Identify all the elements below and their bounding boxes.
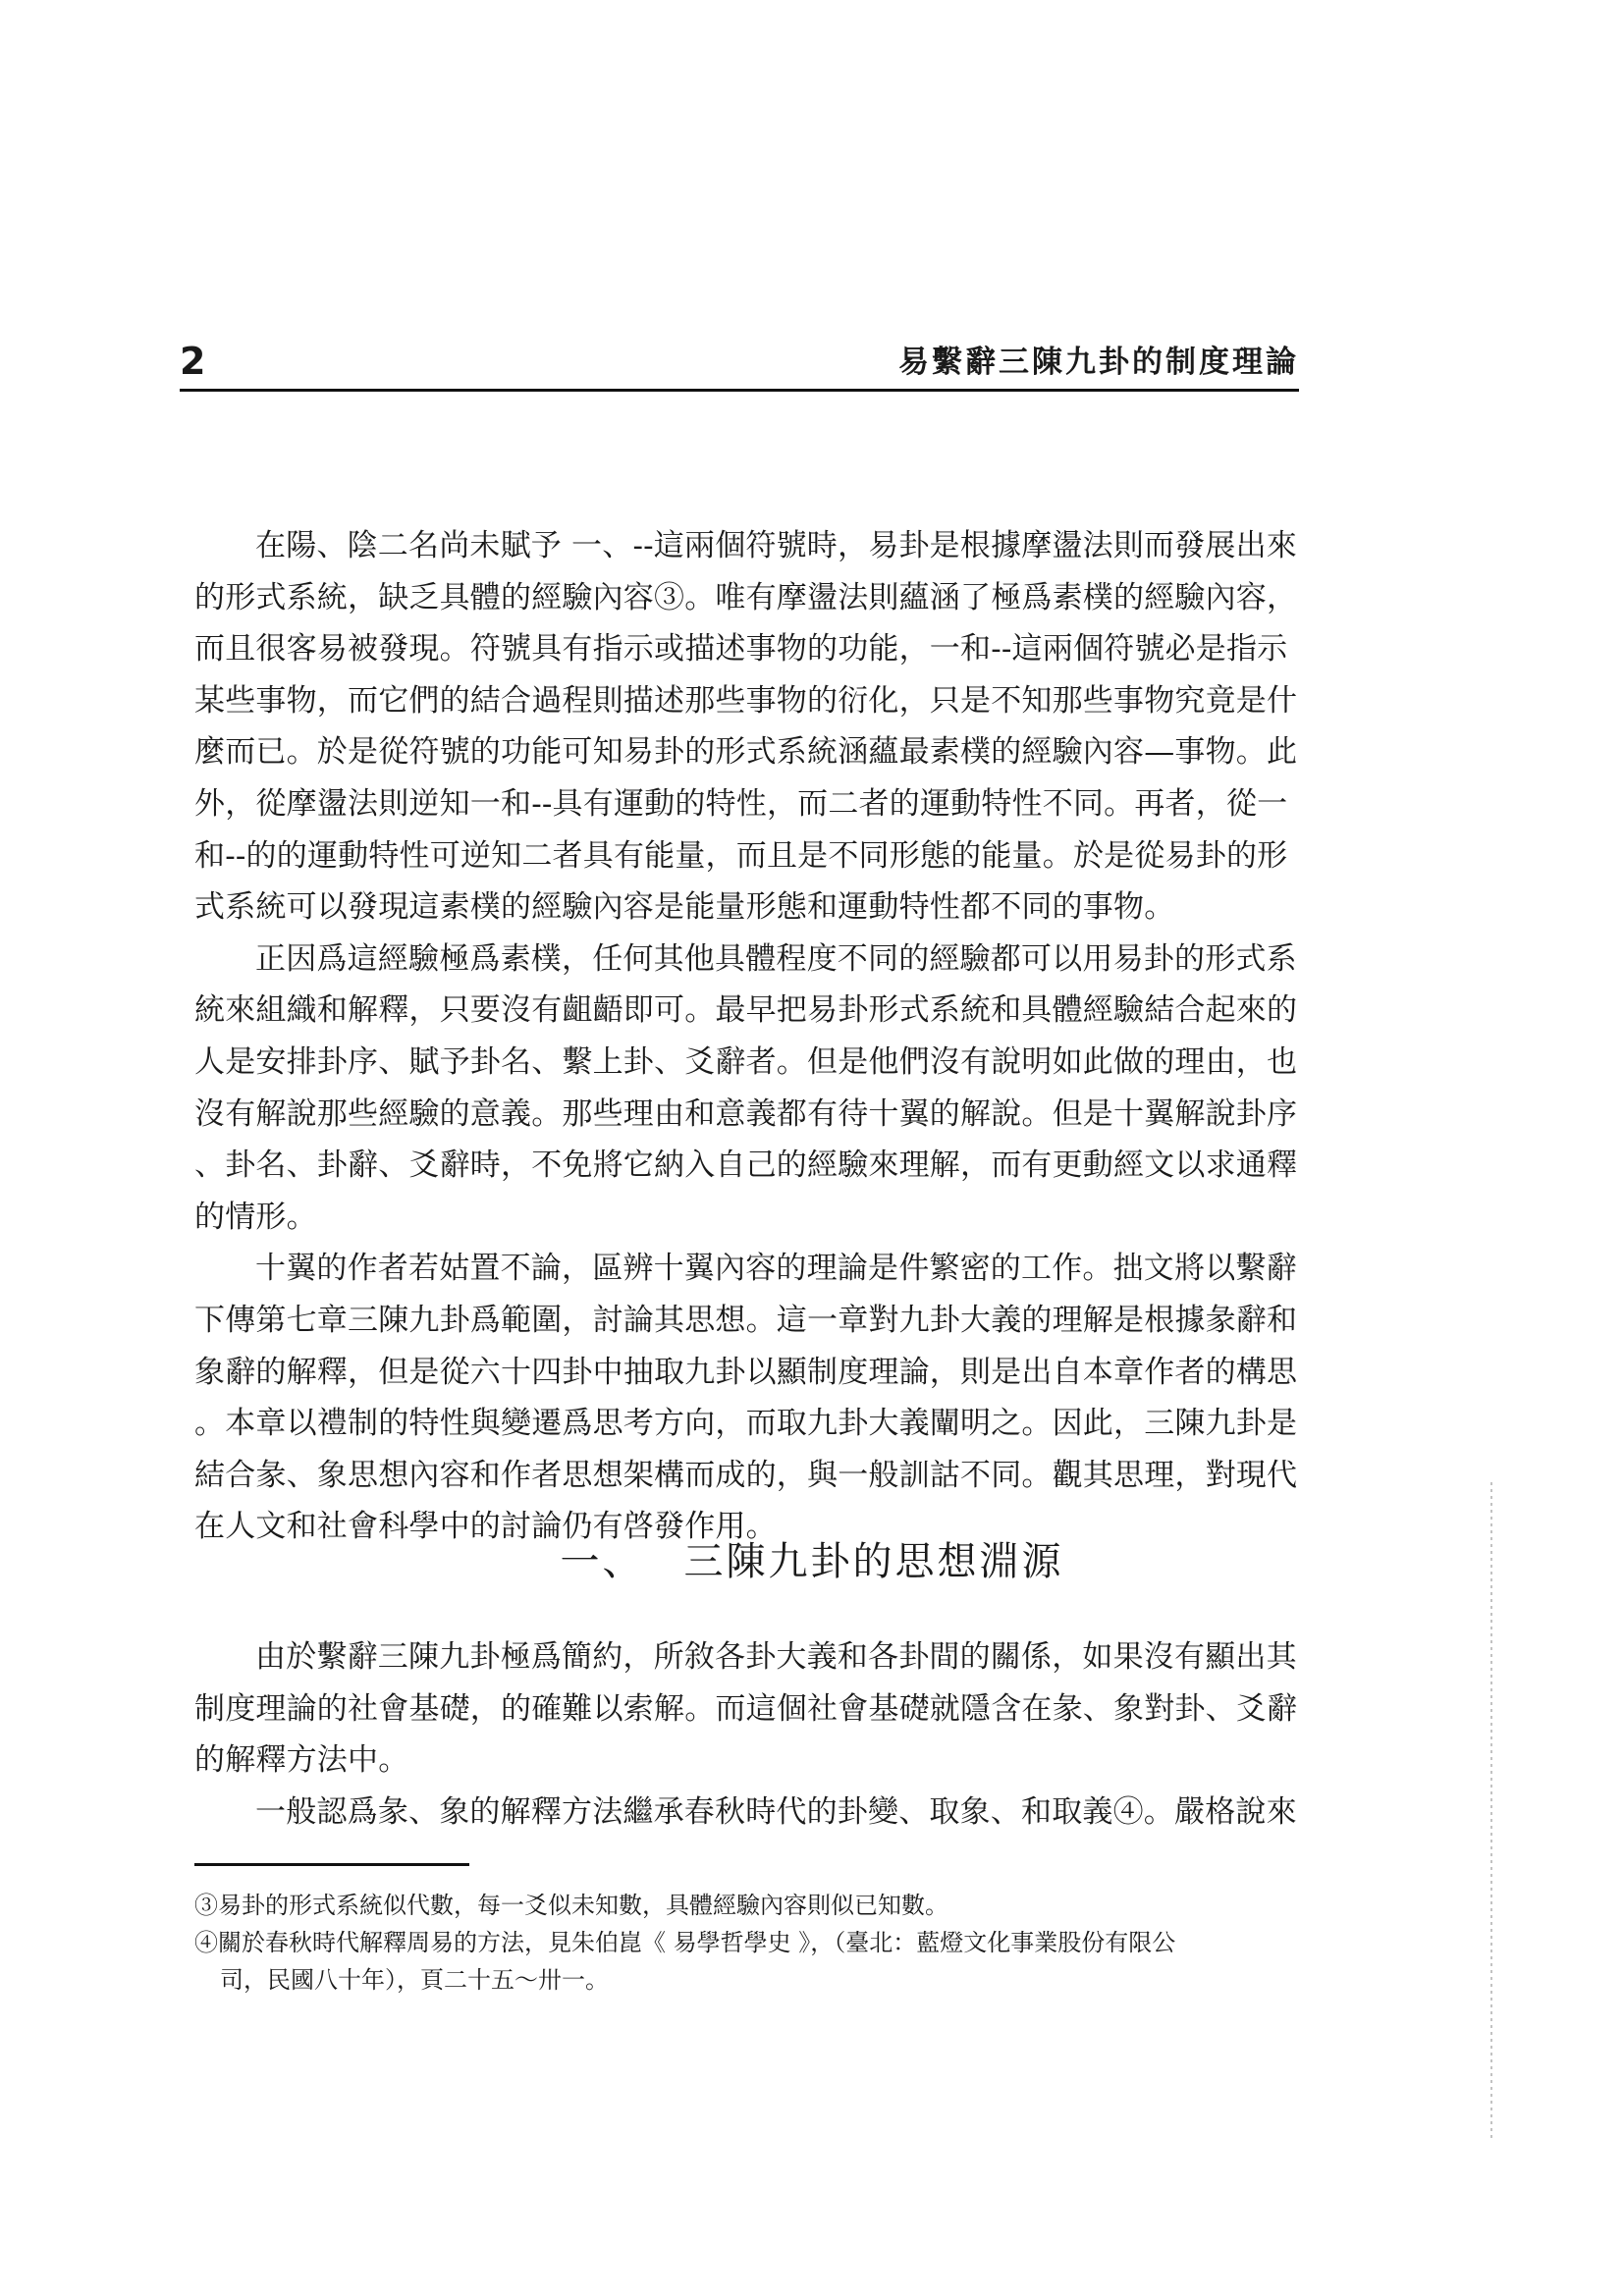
text-line: 人是安排卦序、賦予卦名、繫上卦、爻辭者。但是他們沒有說明如此做的理由，也 [194, 1043, 1298, 1080]
footnote-4: ④關於春秋時代解釋周易的方法，見朱伯崑《 易學哲學史 》，（臺北：藍燈文化事業股份有限公 [194, 1929, 1176, 1956]
text-line: 象辭的解釋，但是從六十四卦中抽取九卦以顯制度理論，則是出自本章作者的構思 [194, 1354, 1298, 1390]
text-line: 、卦名、卦辭、爻辭時，不免將它納入自己的經驗來理解，而有更動經文以求通釋 [194, 1148, 1298, 1184]
text-line: 下傳第七章三陳九卦爲範圍，討論其思想。這一章對九卦大義的理解是根據彖辭和 [194, 1302, 1298, 1338]
text-line: 。本章以禮制的特性與變遷爲思考方向，而取九卦大義闡明之。因此，三陳九卦是 [194, 1406, 1298, 1442]
text-line: 外，從摩盪法則逆知一和--具有運動的特性，而二者的運動特性不同。再者，從一 [194, 785, 1288, 822]
text-line: 在陽、陰二名尚未賦予 一、--這兩個符號時，易卦是根據摩盪法則而發展出來 [255, 528, 1297, 563]
paragraph-3 [194, 1243, 1298, 1553]
section-heading [0, 1534, 1624, 1589]
text-line: 式系統可以發現這素樸的經驗內容是能量形態和運動特性都不同的事物。 [194, 889, 1175, 926]
text-line: 的解釋方法中。 [194, 1742, 409, 1779]
text-line: 在人文和社會科學中的討論仍有啓發作用。 [194, 1509, 777, 1545]
text-line: 某些事物，而它們的結合過程則描述那些事物的衍化，只是不知那些事物究竟是什 [194, 682, 1298, 719]
text-line: 由於繫辭三陳九卦極爲簡約，所敘各卦大義和各卦間的關係，如果沒有顯出其 [255, 1639, 1297, 1675]
text-line: 一般認爲彖、象的解釋方法繼承春秋時代的卦變、取象、和取義④。嚴格說來 [255, 1793, 1297, 1830]
text-line: 十翼的作者若姑置不論，區辨十翼內容的理論是件繁密的工作。拙文將以繫辭 [255, 1251, 1297, 1287]
running-title: 易繫辭三陳九卦的制度理論 [898, 345, 1299, 380]
paragraph-4 [194, 1631, 1298, 1787]
text-line: 正因爲這經驗極爲素樸，任何其他具體程度不同的經驗都可以用易卦的形式系 [255, 940, 1297, 977]
text-line: 麼而已。於是從符號的功能可知易卦的形式系統涵蘊最素樸的經驗內容—事物。此 [194, 734, 1298, 771]
footnotes [194, 1887, 1274, 1999]
paragraph-5 [194, 1787, 1297, 1839]
scan-margin-mark [1490, 1482, 1492, 2140]
text-line: 和--的的運動特性可逆知二者具有能量，而且是不同形態的能量。於是從易卦的形 [194, 837, 1288, 874]
page-number: 2 [180, 340, 206, 383]
section-text [194, 1631, 1298, 1838]
text-line: 結合彖、象思想內容和作者思想架構而成的，與一般訓詁不同。觀其思理，對現代 [194, 1457, 1298, 1493]
footnote-4-continued: 司，民國八十年），頁二十五～卅一。 [220, 1966, 609, 1994]
section-number: 一、 [560, 1539, 645, 1584]
main-text [194, 520, 1298, 1553]
page-header [180, 340, 1299, 392]
paragraph-2 [194, 934, 1298, 1244]
footnote-divider [194, 1863, 469, 1866]
text-line: 沒有解說那些經驗的意義。那些理由和意義都有待十翼的解說。但是十翼解說卦序 [194, 1095, 1298, 1132]
text-line: 制度理論的社會基礎，的確難以索解。而這個社會基礎就隱含在彖、象對卦、爻辭 [194, 1690, 1298, 1727]
text-line: 統來組織和解釋，只要沒有齟齬即可。最早把易卦形式系統和具體經驗結合起來的 [194, 992, 1298, 1029]
paragraph-1 [194, 520, 1298, 934]
text-line: 而且很客易被發現。符號具有指示或描述事物的功能，一和--這兩個符號必是指示 [194, 631, 1288, 667]
section-title: 三陳九卦的思想淵源 [683, 1539, 1064, 1584]
text-line: 的形式系統，缺乏具體的經驗內容③。唯有摩盪法則蘊涵了極爲素樸的經驗內容， [194, 579, 1298, 615]
footnote-3: ③易卦的形式系統似代數，每一爻似未知數，具體經驗內容則似已知數。 [194, 1892, 948, 1919]
text-line: 的情形。 [194, 1199, 317, 1235]
